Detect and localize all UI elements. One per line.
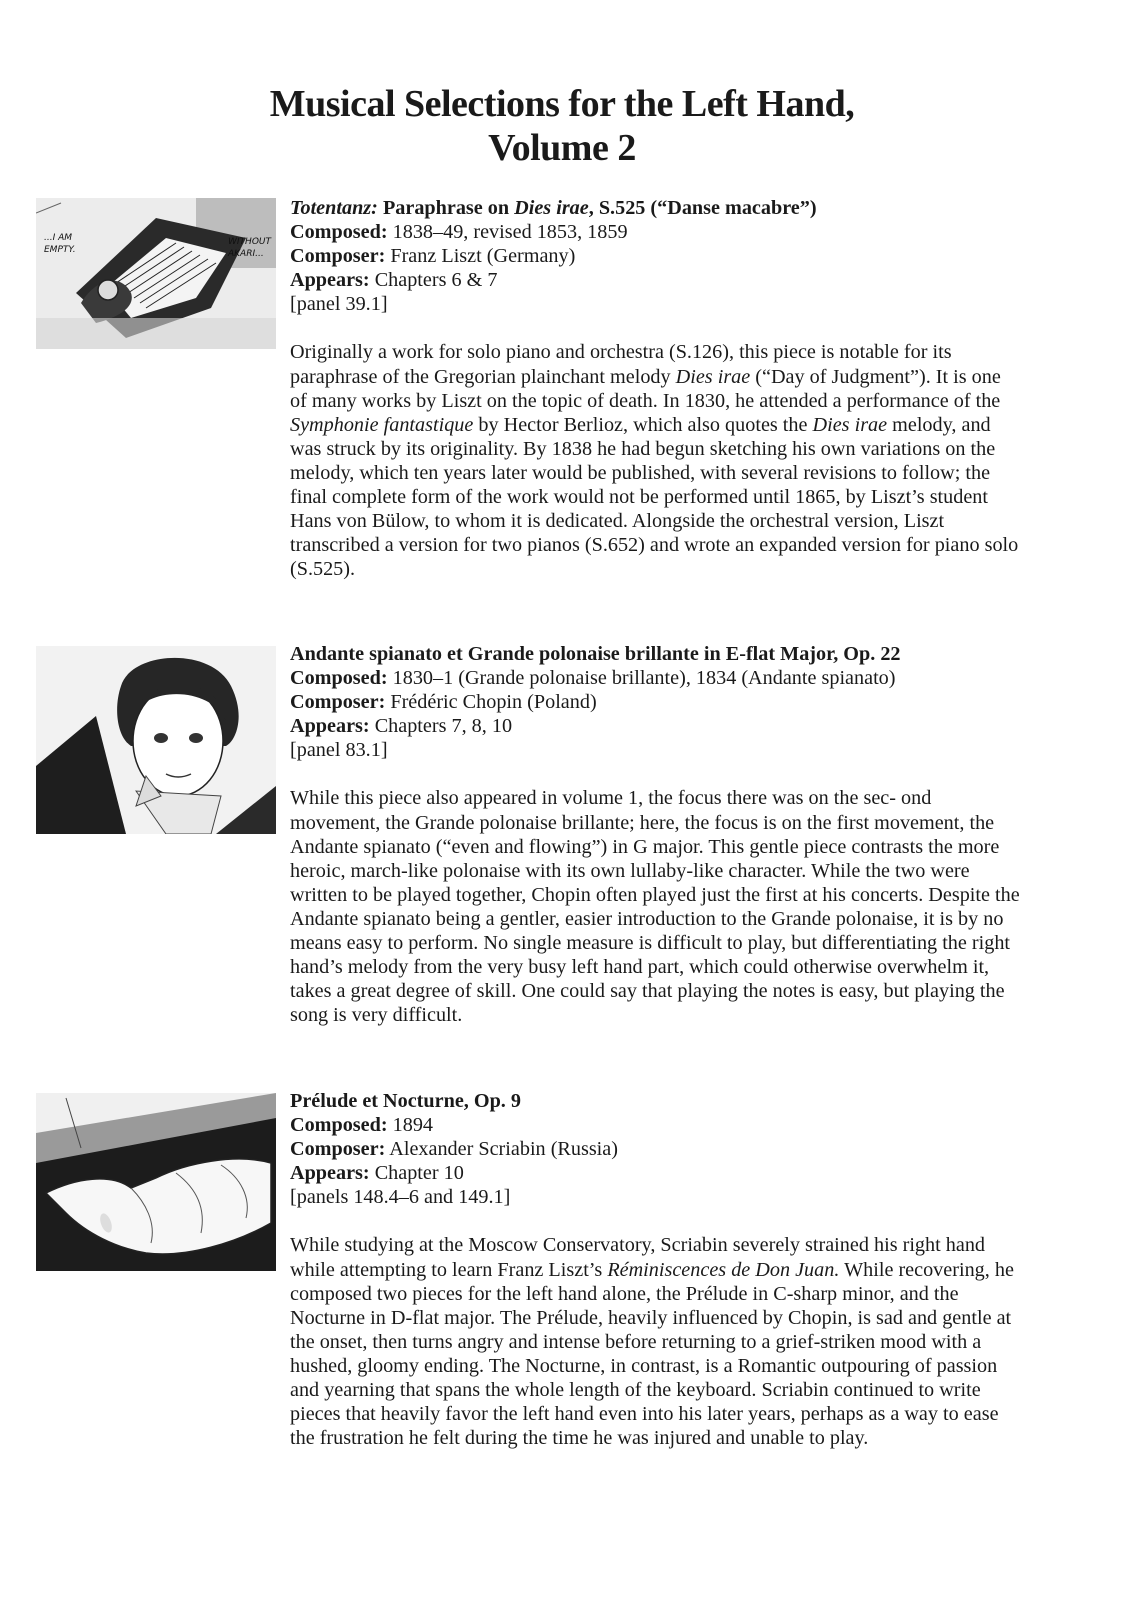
heading-part: Paraphrase on [377, 197, 515, 219]
appears-label: Appears: [290, 715, 370, 738]
desc-part: Dies irae [675, 365, 751, 388]
caption-akari: AKARI... [228, 249, 264, 259]
desc-part: (“Day of Judgment”). It is one of many works by Liszt on the topic of death. In 1830, he attended a performance of the [290, 365, 1001, 412]
appears-value: Chapters 6 & 7 [374, 269, 498, 292]
composed-row [290, 666, 1020, 690]
manga-panel-piano-image [36, 198, 276, 349]
entry-description [290, 1233, 1020, 1450]
heading-part: Dies irae [514, 197, 589, 219]
composed-value: 1830–1 (Grande polonaise brillante), 1834 (Andante spianato) [392, 667, 896, 690]
composed-label: Composed: [290, 667, 388, 690]
composer-label: Composer: [290, 1138, 386, 1161]
panel-ref: [panel 39.1] [290, 293, 388, 316]
desc-part: Originally a work for solo piano and orchestra (S.126), this piece is notable for its paraphrase of the Gregorian plainchant melody [290, 341, 952, 388]
left-hand-illustration [36, 1093, 276, 1271]
appears-row [290, 1161, 1020, 1185]
panel-ref: [panels 148.4–6 and 149.1] [290, 1186, 511, 1209]
entry-description [290, 340, 1020, 581]
entry-description [290, 786, 1020, 1027]
caption-empty: EMPTY. [44, 245, 76, 255]
appears-row [290, 714, 1020, 738]
composed-label: Composed: [290, 221, 388, 244]
page-title [0, 82, 1124, 170]
desc-part: by Hector Berlioz, which also quotes the [473, 413, 813, 436]
entry-meta [290, 1089, 1020, 1209]
entry-heading [290, 196, 1020, 220]
caption-without: WITHOUT [228, 237, 271, 247]
composed-label: Composed: [290, 1114, 388, 1137]
manga-panel-hand-image [36, 1093, 276, 1271]
manga-panel-portrait-image [36, 646, 276, 834]
entry-text [290, 642, 1020, 1027]
composer-row [290, 244, 1020, 268]
composed-row [290, 1113, 1020, 1137]
entry-text [290, 196, 1020, 581]
composer-row [290, 690, 1020, 714]
entry-heading: Andante spianato et Grande polonaise brillante in E-flat Major, Op. 22 [290, 643, 901, 665]
appears-value: Chapter 10 [374, 1162, 464, 1185]
composer-label: Composer: [290, 245, 386, 268]
composer-row [290, 1137, 1020, 1161]
heading-part: Totentanz: [290, 197, 378, 219]
desc-part: While studying at the Moscow Conservatory, Scriabin severely strained his right hand while attempting to learn Franz Liszt’s [290, 1234, 986, 1281]
composer-value: Alexander Scriabin (Russia) [389, 1138, 618, 1161]
piano-illustration [36, 198, 276, 349]
page-title-line-2: Volume 2 [488, 127, 636, 169]
heading-part: , S.525 (“Danse macabre”) [588, 197, 817, 219]
composed-row [290, 220, 1020, 244]
desc-part: While recovering, he composed two pieces for the left hand alone, the Prélude in C-sharp minor, and the Nocturne in D-flat major. The Prélude, heavily influenced by Chopin, is sad and gentle at the onset, then turns angry and intense before returning to a grief-striken mood with a hushed, gloomy ending. The Nocturne, in contrast, is a Romantic outpouring of passion and yearning that spans the whole length of the keyboard. Scriabin continued to write pieces that heavily favor the left hand even into his later years, perhaps as a way to ease the frustration he felt during the time he was injured and unable to play. [290, 1258, 1014, 1450]
composer-value: Frédéric Chopin (Poland) [390, 691, 597, 714]
appears-row [290, 268, 1020, 292]
entry-meta [290, 196, 1020, 316]
composed-value: 1838–49, revised 1853, 1859 [392, 221, 628, 244]
composer-value: Franz Liszt (Germany) [390, 245, 576, 268]
desc-part: melody, and was struck by its originality. By 1838 he had begun sketching his own variations on the melody, which ten years later would be published, with several revisions to follow; the final complete form of the work would not be performed until 1865, by Liszt’s student Hans von Bülow, to whom it is dedicated. Alongside the orchestral version, Liszt transcribed a version for two pianos (S.652) and wrote an expanded version for piano solo (S.525). [290, 413, 1019, 581]
appears-value: Chapters 7, 8, 10 [374, 715, 513, 738]
composer-label: Composer: [290, 691, 386, 714]
caption-i-am: ...I AM [44, 233, 73, 243]
panel-ref: [panel 83.1] [290, 739, 388, 762]
desc-part: Réminiscences de Don Juan. [607, 1258, 840, 1281]
pianist-portrait-illustration [36, 646, 276, 834]
page-title-line-1: Musical Selections for the Left Hand, [269, 83, 855, 125]
appears-label: Appears: [290, 269, 370, 292]
appears-label: Appears: [290, 1162, 370, 1185]
desc-part: Dies irae [812, 413, 888, 436]
entry-text [290, 1089, 1020, 1450]
entry-meta [290, 642, 1020, 762]
entry-heading: Prélude et Nocturne, Op. 9 [290, 1090, 521, 1112]
desc-part: While this piece also appeared in volume 1, the focus there was on the sec- ond movement, the Grande polonaise brillante; here, the focus is on the first movement, the Andante spianato (“even and flowing”) in G major. This gentle piece contrasts the more heroic, march-like polonaise with its own lullaby-like character. While the two were written to be played together, Chopin often played just the first at his concerts. Despite the Andante spianato being a gentler, easier introduction to the Grande polonaise, it is by no means easy to perform. No single measure is difficult to play, but differentiating the right hand’s melody from the very busy left hand part, which could otherwise overwhelm it, takes a great degree of skill. One could say that playing the notes is easy, but playing the song is very difficult. [290, 787, 1020, 1027]
desc-part: Symphonie fantastique [290, 413, 474, 436]
composed-value: 1894 [392, 1114, 433, 1137]
